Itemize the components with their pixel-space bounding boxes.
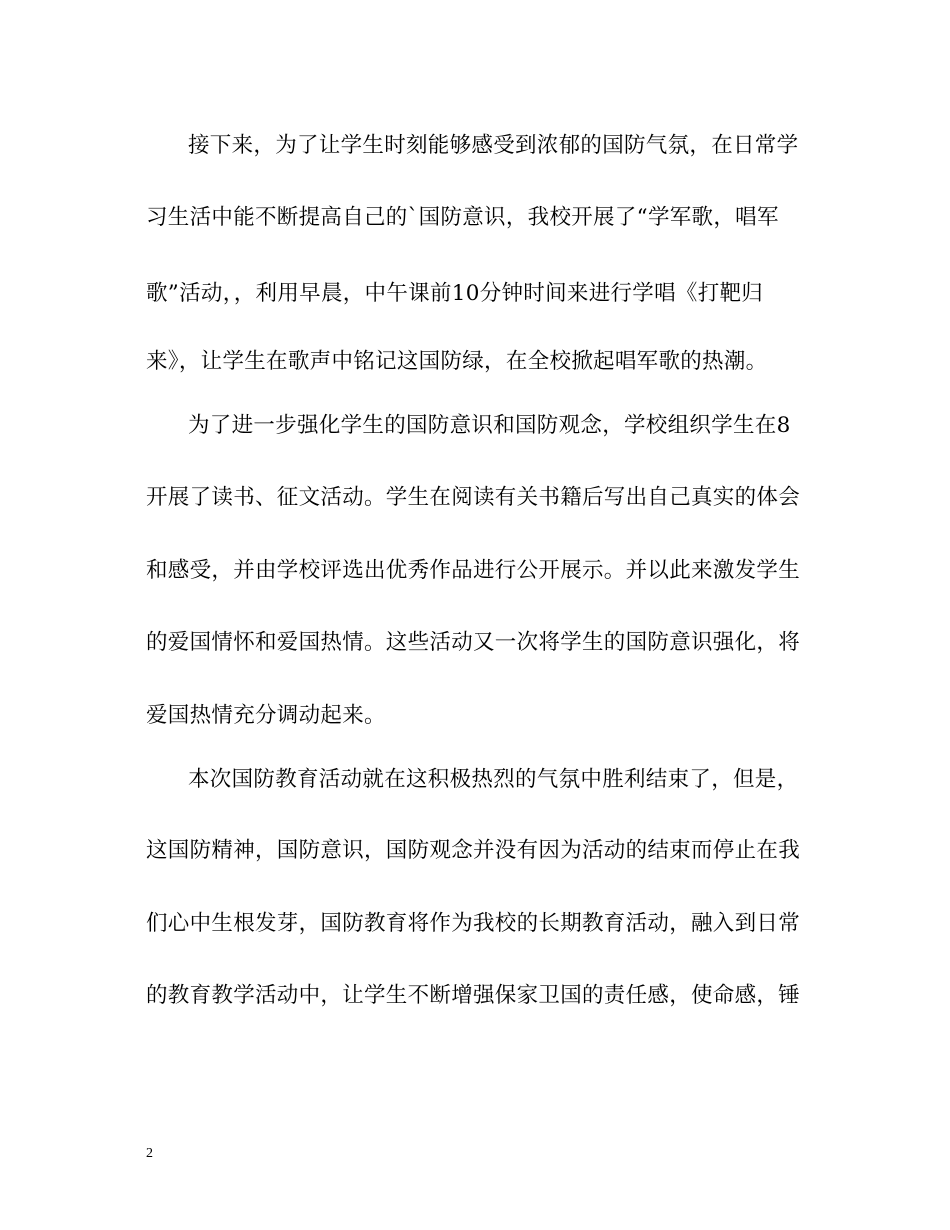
- paragraph-1-line-1: 接下来，为了让学生时刻能够感受到浓郁的国防气氛，在日常学: [188, 133, 799, 158]
- paragraph-3-line-2: 这国防精神，国防意识，国防观念并没有因为活动的结束而停止在我: [146, 838, 801, 863]
- paragraph-1-line-4: 来》，让学生在歌声中铭记这国防绿，在全校掀起唱军歌的热潮。: [146, 349, 768, 374]
- paragraph-2-line-1: 为了进一步强化学生的国防意识和国防观念，学校组织学生在8: [188, 413, 791, 438]
- paragraph-3-line-1: 本次国防教育活动就在这积极热烈的气氛中胜利结束了，但是，: [188, 767, 799, 792]
- paragraph-2-line-5: 爱国热情充分调动起来。: [146, 703, 386, 728]
- paragraph-3-line-3: 们心中生根发芽，国防教育将作为我校的长期教育活动，融入到日常: [146, 911, 801, 936]
- paragraph-2-line-3: 和感受，并由学校评选出优秀作品进行公开展示。并以此来激发学生: [146, 558, 801, 583]
- paragraph-2-line-2: 开展了读书、征文活动。学生在阅读有关书籍后写出自己真实的体会: [146, 485, 801, 510]
- paragraph-3-line-4: 的教育教学活动中，让学生不断增强保家卫国的责任感，使命感，锤: [146, 983, 801, 1008]
- paragraph-2-line-4: 的爱国情怀和爱国热情。这些活动又一次将学生的国防意识强化，将: [146, 630, 801, 655]
- paragraph-1-line-3: 歌”活动，，利用早晨，中午课前10分钟时间来进行学唱《打靶归: [146, 281, 764, 306]
- page-number: 2: [146, 1146, 153, 1161]
- paragraph-1-line-2: 习生活中能不断提高自己的`国防意识，我校开展了“学军歌，唱军: [146, 205, 779, 230]
